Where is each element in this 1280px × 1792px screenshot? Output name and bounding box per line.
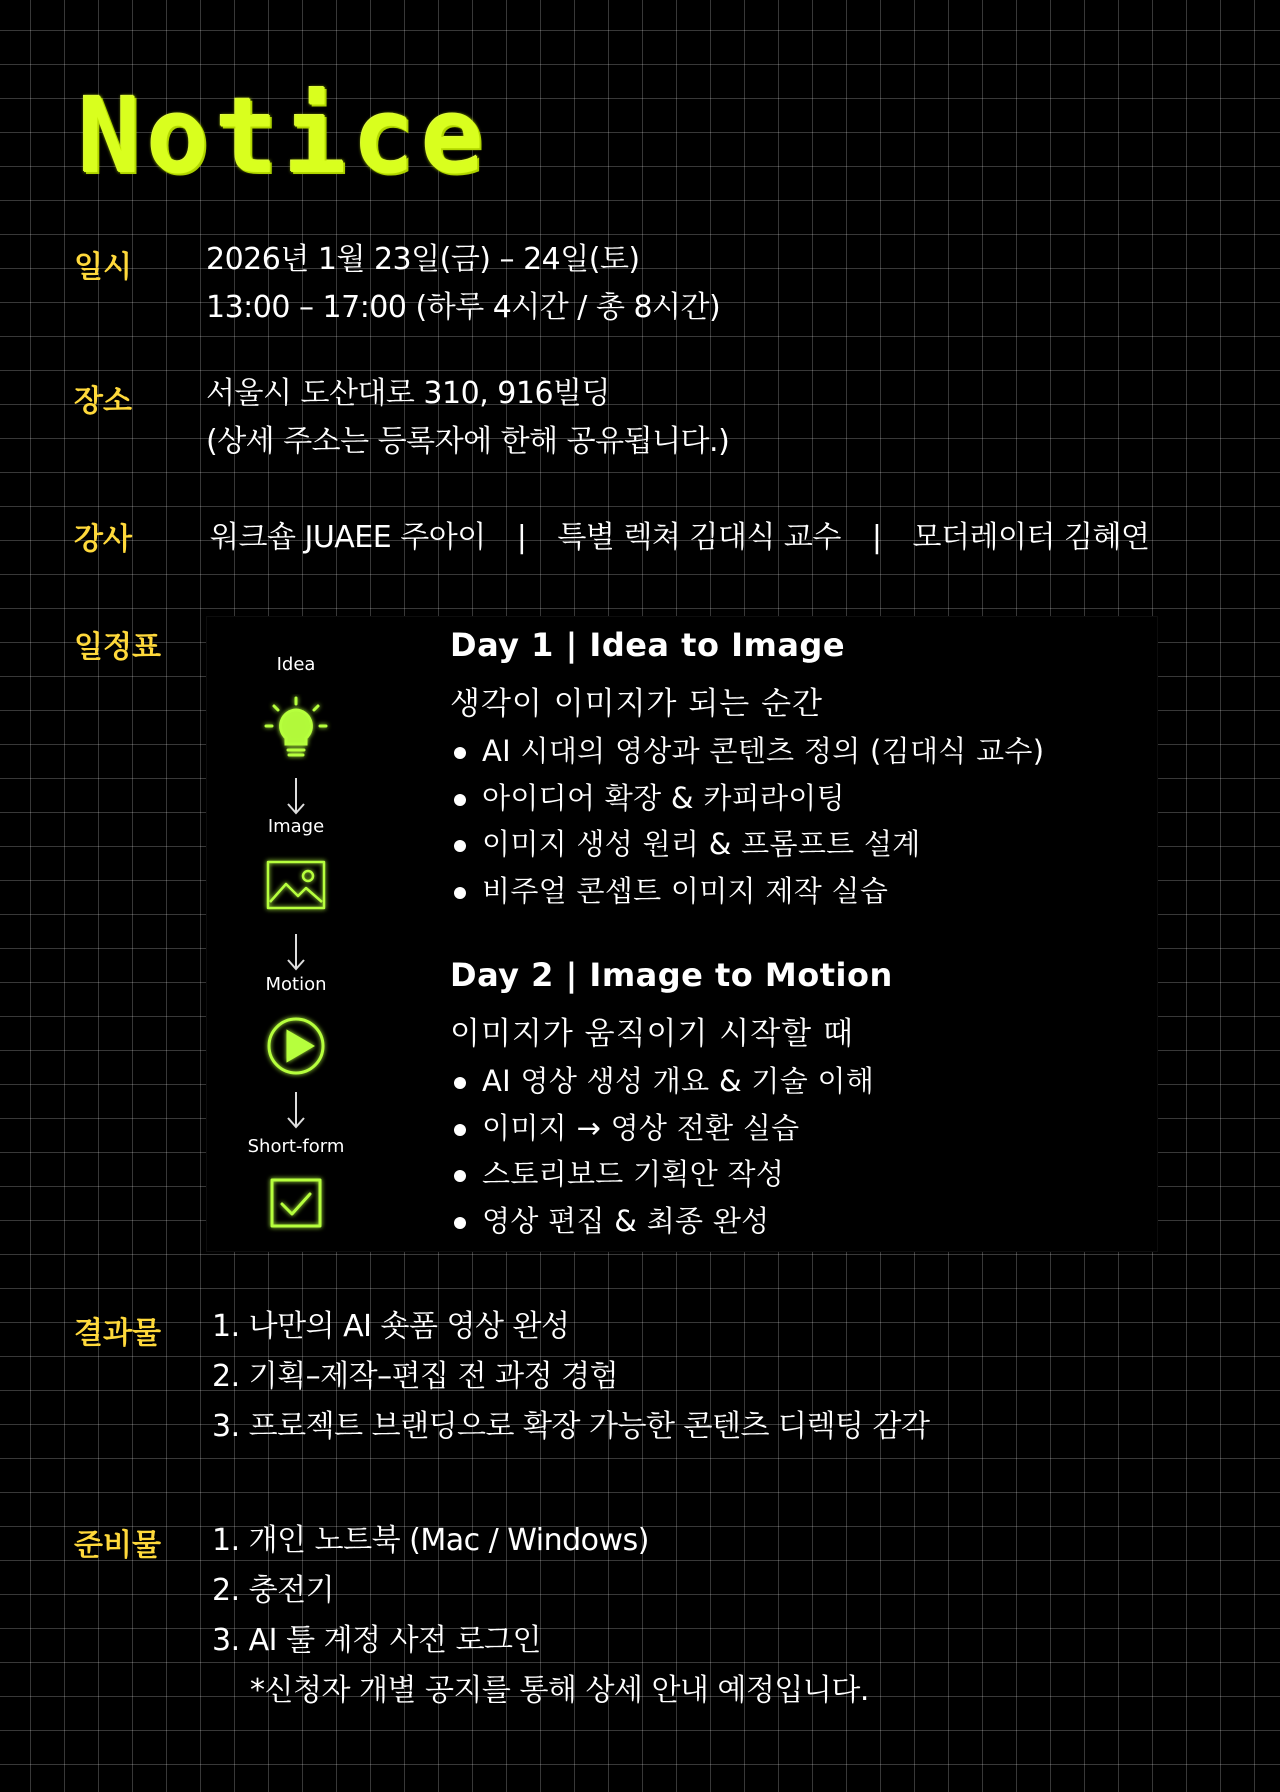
prep-label: 준비물: [74, 1528, 161, 1563]
flow-column: [206, 616, 386, 1252]
day2-heading: Day 2 | Image to Motion: [450, 956, 893, 994]
arrow-down-icon: [282, 1090, 310, 1130]
date-line: 2026년 1월 23일(금) – 24일(토): [206, 242, 640, 277]
date-section: [206, 236, 720, 332]
prep-list: [212, 1516, 869, 1716]
day1-heading: Day 1 | Idea to Image: [450, 626, 846, 664]
instructor-moderator: 모더레이터 김혜연: [912, 520, 1150, 555]
instructor-label: 강사: [74, 522, 132, 557]
list-item: 아이디어 확장 & 카피라이팅: [450, 775, 1044, 822]
schedule-panel: [206, 616, 1158, 1252]
flow-label-image: Image: [267, 816, 325, 837]
list-item: 이미지 → 영상 전환 실습: [450, 1105, 874, 1152]
play-icon: [258, 1008, 334, 1084]
time-line: 13:00 – 17:00 (하루 4시간 / 총 8시간): [206, 290, 721, 325]
place-label: 장소: [74, 384, 132, 419]
list-item: 스토리보드 기획안 작성: [450, 1151, 874, 1198]
date-label: 일시: [74, 250, 132, 285]
image-icon: [258, 852, 334, 922]
lightbulb-icon: [258, 694, 334, 770]
list-item: AI 영상 생성 개요 & 기술 이해: [450, 1058, 874, 1105]
list-item: 영상 편집 & 최종 완성: [450, 1198, 874, 1245]
list-item: 이미지 생성 원리 & 프롬프트 설계: [450, 821, 1044, 868]
day2-subtitle: 이미지가 움직이기 시작할 때: [450, 1016, 854, 1052]
arrow-down-icon: [282, 776, 310, 816]
results-list: [212, 1302, 929, 1452]
flow-label-shortform: Short-form: [247, 1136, 345, 1157]
list-item: 2. 기획–제작–편집 전 과정 경험: [212, 1359, 619, 1394]
list-item: 3. AI 툴 계정 사전 로그인: [212, 1623, 542, 1658]
instructor-lecture: 특별 렉쳐 김대식 교수: [557, 520, 841, 555]
arrow-down-icon: [282, 932, 310, 972]
instructor-list: [210, 512, 1149, 556]
results-label: 결과물: [74, 1316, 161, 1351]
list-item: AI 시대의 영상과 콘텐츠 정의 (김대식 교수): [450, 728, 1044, 775]
day1-list: [450, 728, 1044, 914]
list-item: 1. 개인 노트북 (Mac / Windows): [212, 1523, 649, 1558]
day1-subtitle: 생각이 이미지가 되는 순간: [450, 686, 823, 722]
place-section: [206, 370, 729, 466]
address-note: (상세 주소는 등록자에 한해 공유됩니다.): [206, 424, 730, 459]
address-line: 서울시 도산대로 310, 916빌딩: [206, 376, 610, 411]
flow-label-idea: Idea: [276, 654, 316, 675]
instructor-workshop: 워크숍 JUAEE 주아이: [210, 520, 486, 555]
schedule-label: 일정표: [74, 630, 161, 665]
separator: |: [871, 520, 882, 555]
list-item: 비주얼 콘셉트 이미지 제작 실습: [450, 868, 1044, 915]
day2-list: [450, 1058, 874, 1244]
page-title: Notice: [78, 75, 490, 197]
prep-note: *신청자 개별 공지를 통해 상세 안내 예정입니다.: [250, 1673, 869, 1708]
flow-label-motion: Motion: [265, 974, 327, 995]
list-item: 3. 프로젝트 브랜딩으로 확장 가능한 콘텐츠 디렉팅 감각: [212, 1409, 930, 1444]
checkbox-icon: [258, 1170, 334, 1240]
separator: |: [516, 520, 527, 555]
list-item: 2. 충전기: [212, 1573, 335, 1608]
list-item: 1. 나만의 AI 숏폼 영상 완성: [212, 1309, 570, 1344]
